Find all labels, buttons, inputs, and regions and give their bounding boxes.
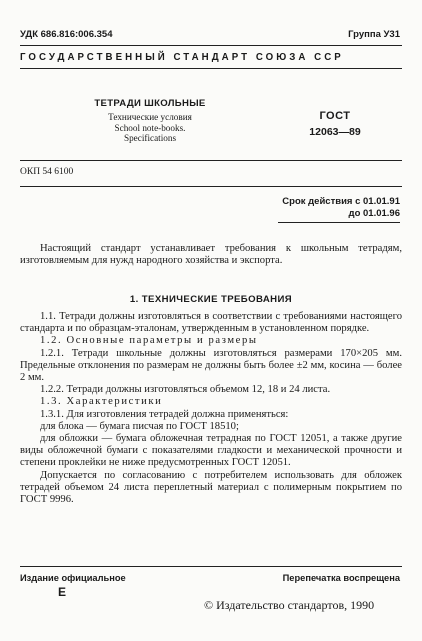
paragraph-1-1: 1.1. Тетради должны изготовляться в соответствии с требованиями настоящего стандарта и по образцам-эталонам, утвержденным в установленном порядке. [20, 311, 402, 335]
english-title-line1: School note-books. [114, 123, 186, 133]
header-divider [20, 45, 402, 46]
footer-divider [20, 566, 402, 567]
document-title: ТЕТРАДИ ШКОЛЬНЫЕ [94, 98, 206, 109]
validity-from: Срок действия с 01.01.91 [282, 196, 400, 207]
gost-label: ГОСТ [319, 110, 351, 122]
paragraph-1-3-heading: 1.3. Характеристики [40, 396, 163, 408]
group-code: Группа У31 [348, 29, 400, 40]
validity-to: до 01.01.96 [348, 208, 400, 219]
publisher-copyright: © Издательство стандартов, 1990 [204, 598, 375, 612]
paragraph-1-3-1: 1.3.1. Для изготовления тетрадей должна применяться: [40, 408, 289, 420]
org-divider [20, 68, 402, 69]
validity-underline [278, 222, 400, 223]
paragraph-1-2-2: 1.2.2. Тетради должны изготовляться объемом 12, 18 и 24 листа. [40, 384, 331, 396]
section-1-title: 1. ТЕХНИЧЕСКИЕ ТРЕБОВАНИЯ [129, 294, 293, 305]
paragraph-cover-paper: для обложки — бумага обложечная тетрадная по ГОСТ 12051, а также другие виды обложечной бумаги с показателями гладкости и механической прочности и степени проклейки не ниже предусмотренных ГОСТ 12051. [20, 433, 402, 469]
paragraph-allowed-materials: Допускается по согласованию с потребителем использовать для обложек тетрадей объемом 24 листа переплетный материал с полимерным покрытием по ГОСТ 9996. [20, 469, 402, 506]
org-title: ГОСУДАРСТВЕННЫЙ СТАНДАРТ СОЮЗА ССР [20, 52, 344, 63]
paragraph-block-paper: для блока — бумага писчая по ГОСТ 18510; [40, 420, 239, 432]
paragraph-1-2-heading: 1.2. Основные параметры и размеры [40, 335, 258, 347]
document-subtitle: Технические условия [108, 112, 192, 122]
section-1-body [20, 311, 402, 506]
title-divider [20, 160, 402, 161]
udk-code: УДК 686.816:006.354 [20, 29, 113, 40]
edition-letter: Е [58, 585, 67, 599]
okp-code: ОКП 54 6100 [20, 167, 74, 177]
reprint-notice: Перепечатка воспрещена [282, 573, 400, 583]
gost-number: 12063—89 [309, 126, 361, 138]
official-edition: Издание официальное [20, 573, 126, 583]
english-title-line2: Specifications [123, 133, 177, 143]
paragraph-1-2-1: 1.2.1. Тетради школьные должны изготовляться размерами 170×205 мм. Предельные отклонения по размерам не должны быть более ±2 мм, косина — более 2 мм. [20, 347, 402, 384]
intro-paragraph: Настоящий стандарт устанавливает требования к школьным тетрадям, изготовляемым для нужд народного хозяйства и экспорта. [20, 243, 402, 267]
okp-divider [20, 186, 402, 187]
